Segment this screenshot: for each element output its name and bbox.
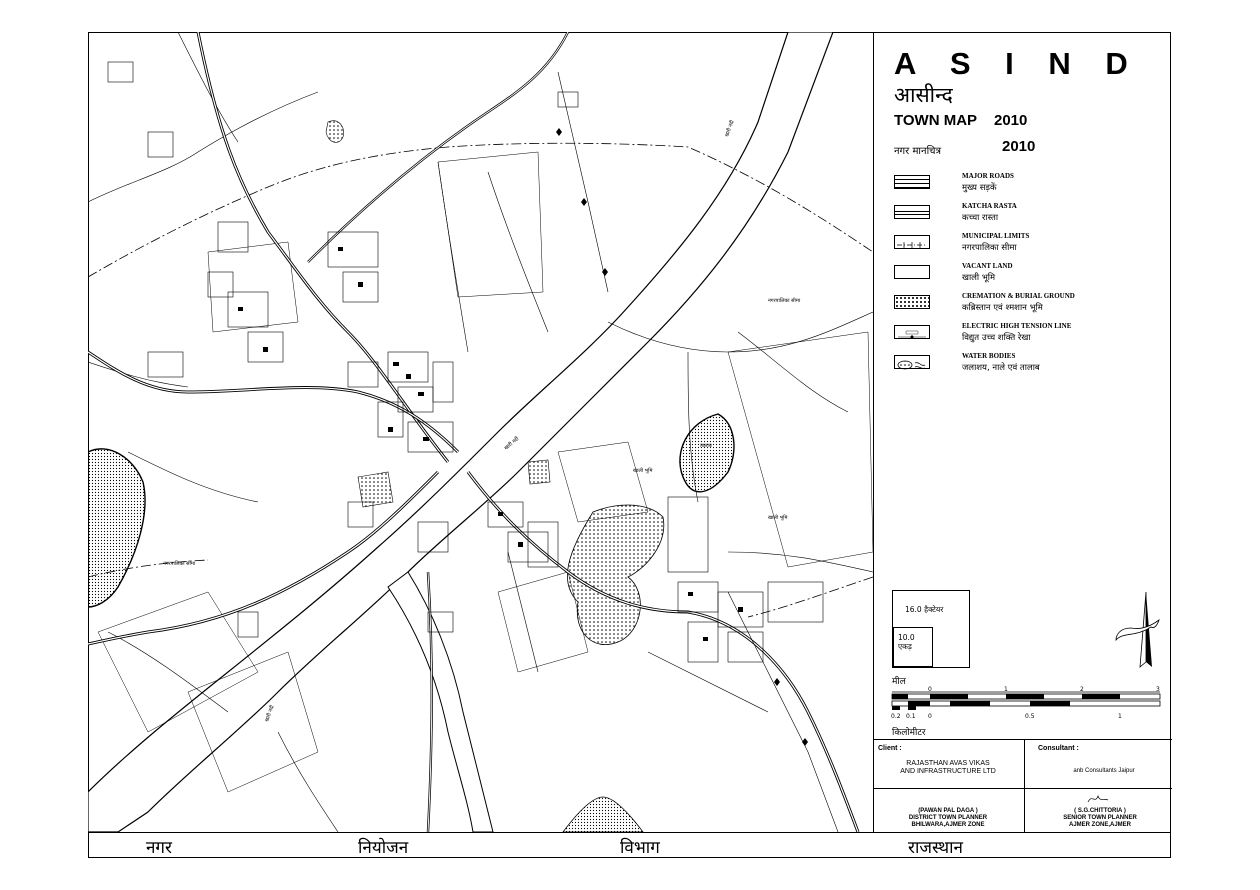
legend-label: CREMATION & BURIAL GROUND (962, 292, 1075, 300)
pond-east (680, 414, 734, 492)
map-drawing (88, 32, 873, 832)
legend-label: KATCHA RASTA (962, 202, 1017, 210)
legend-item (892, 352, 1167, 382)
municipal-limit-line (88, 143, 873, 617)
stp-title: SENIOR TOWN PLANNER (1063, 815, 1137, 821)
municipal-limit-label-2: नगरपालिका सीमा (163, 561, 196, 567)
pond-label: तालाब (700, 443, 712, 449)
cremation-symbol (894, 295, 930, 309)
mile-label: मील (892, 677, 906, 687)
town-title-hindi: आसीन्द (894, 83, 953, 107)
stp-block (1040, 808, 1160, 829)
km-label: किलोमीटर (892, 728, 926, 738)
legend-label-hindi: मुख्य सड़कें (962, 183, 997, 193)
legend-label-hindi: कब्रिस्तान एवं श्मशान भूमि (962, 303, 1043, 313)
consultant-name: anb Consultants Jaipur (1073, 768, 1135, 774)
legend-label: MUNICIPAL LIMITS (962, 232, 1030, 240)
mile-tick: 0 (928, 686, 932, 693)
dtp-zone: BHILWARA,AJMER ZONE (911, 822, 985, 828)
area-scale-acre-unit: एकड़ (898, 642, 912, 651)
pond-west (88, 449, 145, 607)
legend-label-hindi: विद्युत उच्च शक्ति रेखा (962, 333, 1031, 343)
mile-tick: 1 (1004, 686, 1008, 693)
river-label-2: खारी नदी (503, 435, 521, 452)
town-map (88, 32, 873, 832)
vacant-label-1: खाली भूमि (633, 468, 653, 474)
north-arrow-icon (1111, 592, 1161, 672)
municipal-limit-label: नगरपालिका सीमा (768, 298, 801, 304)
dtp-block (888, 808, 1008, 829)
credits-divider-h (874, 788, 1172, 789)
consultant-label: Consultant : (1038, 745, 1079, 752)
map-subtitle-hindi: नगर मानचित्र (894, 146, 942, 157)
legend-item (892, 202, 1167, 232)
footer-word: नियोजन (358, 838, 409, 858)
km-tick: 0 (928, 713, 932, 720)
built-up-area (108, 62, 823, 662)
legend-label: WATER BODIES (962, 352, 1016, 360)
legend-item (892, 232, 1167, 262)
pond-south (567, 505, 663, 645)
vacant-label-2: खाली भूमि (768, 515, 788, 521)
dtp-name: (PAWAN PAL DAGA ) (918, 808, 978, 814)
river-branch (388, 572, 493, 832)
map-subtitle: TOWN MAP (894, 112, 978, 129)
client-name (888, 760, 1008, 776)
katcha-rasta-symbol (894, 205, 930, 219)
client-name-line2: AND INFRASTRUCTURE LTD (900, 768, 996, 775)
vacant-land-symbol (894, 265, 930, 279)
stp-zone: AJMER ZONE,AJMER (1068, 822, 1131, 828)
map-subtitle-year: 2010 (994, 112, 1028, 129)
stp-name: ( S.G.CHITTORIA ) (1074, 808, 1126, 814)
major-road-symbol (894, 175, 930, 189)
legend-label: ELECTRIC HIGH TENSION LINE (962, 322, 1072, 330)
km-tick: 0.1 (906, 713, 916, 720)
credits-block (874, 739, 1172, 833)
km-tick: 0.5 (1025, 713, 1035, 720)
mile-tick: 2 (1080, 686, 1084, 693)
signature-icon (1086, 792, 1110, 806)
area-scale-box (892, 590, 970, 668)
legend-label-hindi: कच्चा रास्ता (962, 213, 999, 223)
dtp-title: DISTRICT TOWN PLANNER (908, 815, 988, 821)
legend-label: VACANT LAND (962, 262, 1013, 270)
small-tank (326, 121, 344, 143)
hill-bottom (563, 797, 643, 832)
legend-panel (873, 32, 1171, 832)
legend-item (892, 322, 1167, 352)
map-subtitle-hindi-year: 2010 (1002, 138, 1036, 155)
client-label: Client : (878, 745, 902, 752)
river-label-1: खारी नदी (724, 119, 736, 138)
footer-word: विभाग (620, 838, 660, 858)
km-tick: 0.2 (891, 713, 901, 720)
cremation-ground-2 (528, 460, 550, 484)
area-scale-acre-num: 10.0 (898, 633, 915, 642)
legend-label-hindi: जलाशय, नाले एवं तालाब (962, 363, 1040, 373)
footer-word: राजस्थान (908, 838, 963, 858)
municipal-limit-symbol (894, 235, 930, 249)
ht-line-symbol (894, 325, 930, 339)
credits-divider-v (1024, 740, 1025, 833)
legend-item (892, 292, 1167, 322)
legend-item (892, 172, 1167, 202)
town-title: A S I N D (894, 46, 1141, 81)
area-scale-inner (893, 627, 933, 667)
water-body-symbol (894, 355, 930, 369)
legend (892, 172, 1167, 382)
mile-tick: 3 (1156, 686, 1160, 693)
scale-bar (890, 684, 1162, 724)
area-scale-hectare: 16.0 हैक्टेयर (905, 605, 944, 614)
footer-band (88, 832, 1171, 858)
km-tick: 1 (1118, 713, 1122, 720)
river-label-3: खारी नदी (264, 704, 276, 723)
legend-item (892, 262, 1167, 292)
legend-label: MAJOR ROADS (962, 172, 1014, 180)
cremation-ground (358, 472, 393, 507)
client-name-line1: RAJASTHAN AVAS VIKAS (906, 760, 990, 767)
legend-label-hindi: नगरपालिका सीमा (962, 243, 1017, 253)
footer-word: नगर (146, 838, 172, 858)
area-scale-acre (898, 633, 915, 651)
legend-label-hindi: खाली भूमि (962, 273, 996, 283)
